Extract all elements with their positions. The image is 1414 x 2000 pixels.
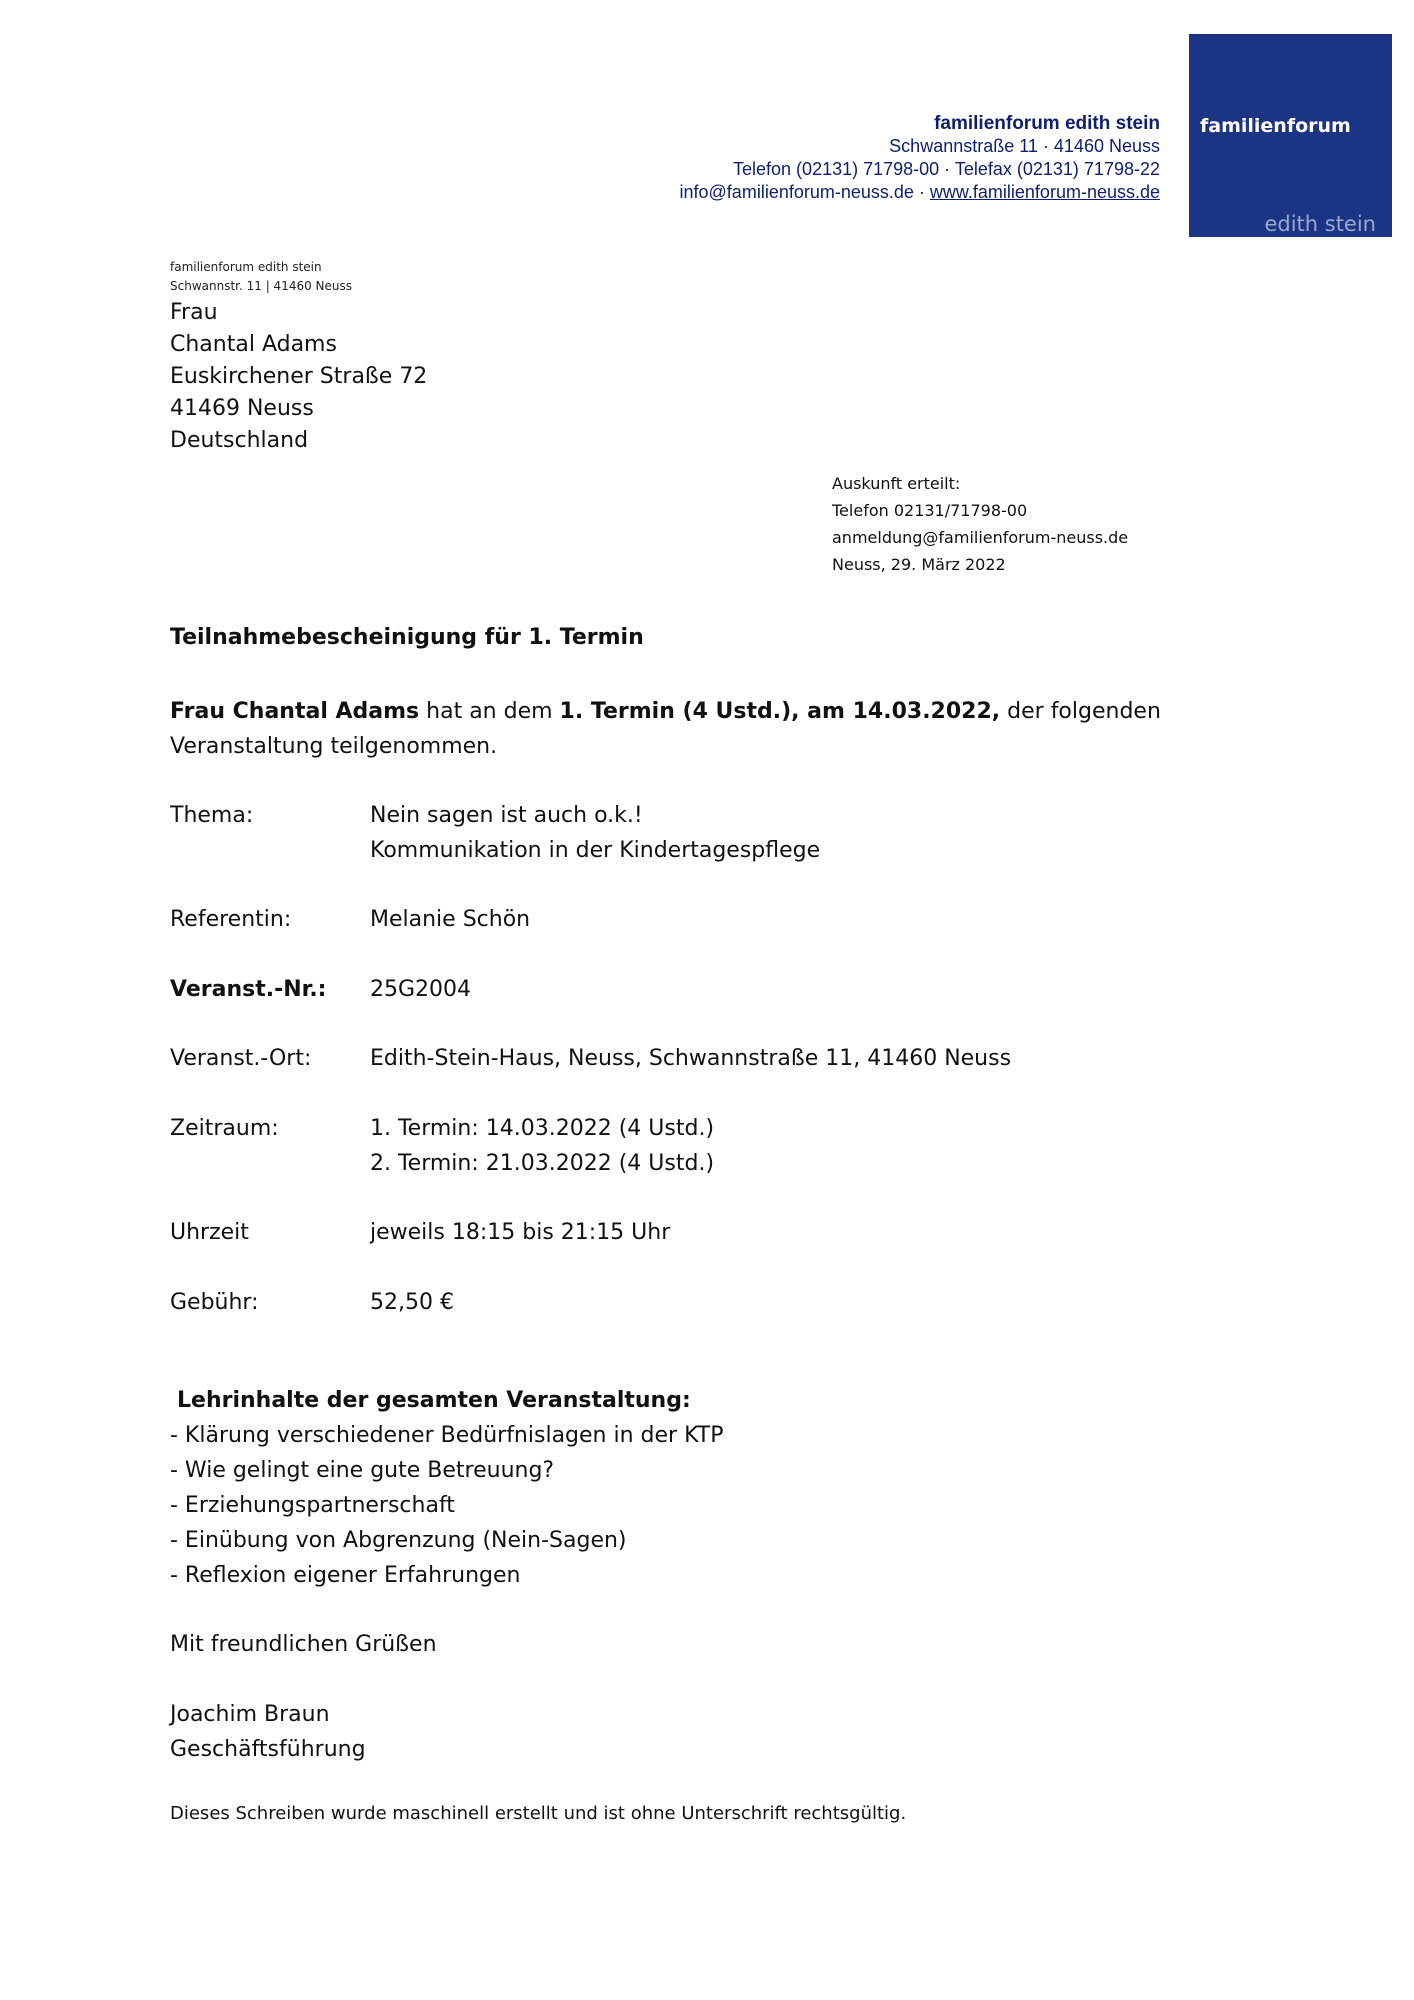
recipient-country: Deutschland — [170, 428, 309, 453]
recipient-address — [170, 297, 427, 457]
lehrinhalte-item: - Einübung von Abgrenzung (Nein-Sagen) — [170, 1528, 627, 1553]
lehrinhalte-item: - Klärung verschiedener Bedürfnislagen in der KTP — [170, 1423, 724, 1448]
letterhead-contact — [460, 112, 1160, 204]
info-phone: Telefon 02131/71798-00 — [832, 501, 1028, 520]
separator: · — [913, 182, 930, 202]
lehrinhalte-section — [170, 1383, 724, 1593]
sender-line — [170, 258, 352, 296]
veranst-nr-value: 25G2004 — [370, 977, 472, 1002]
org-website-link[interactable]: www.familienforum-neuss.de — [929, 182, 1160, 202]
lehrinhalte-heading: Lehrinhalte der gesamten Veranstaltung: — [177, 1388, 691, 1413]
logo — [1189, 34, 1392, 237]
intro-termin: 1. Termin (4 Ustd.), am 14.03.2022, — [559, 699, 1001, 724]
footer-note: Dieses Schreiben wurde maschinell erstellt und ist ohne Unterschrift rechtsgültig. — [170, 1803, 907, 1824]
thema-line-2: Kommunikation in der Kindertagespflege — [370, 838, 821, 863]
gebuehr-value: 52,50 € — [370, 1290, 454, 1315]
org-address: Schwannstraße 11 · 41460 Neuss — [889, 136, 1160, 156]
recipient-street: Euskirchener Straße 72 — [170, 364, 428, 389]
intro-paragraph — [170, 694, 1250, 764]
thema-line-1: Nein sagen ist auch o.k.! — [370, 803, 643, 828]
org-email: info@familienforum-neuss.de — [679, 182, 914, 202]
zeitraum-line-1: 1. Termin: 14.03.2022 (4 Ustd.) — [370, 1116, 715, 1141]
uhrzeit-value: jeweils 18:15 bis 21:15 Uhr — [370, 1220, 671, 1245]
veranst-nr-label: Veranst.-Nr.: — [170, 977, 327, 1002]
thema-label: Thema: — [170, 803, 254, 828]
participant-name: Frau Chantal Adams — [170, 699, 420, 724]
recipient-city: 41469 Neuss — [170, 396, 314, 421]
signatory-role: Geschäftsführung — [170, 1737, 366, 1762]
lehrinhalte-item: - Erziehungspartnerschaft — [170, 1493, 455, 1518]
sender-name: familienforum edith stein — [170, 260, 322, 274]
org-name: familienforum edith stein — [934, 113, 1160, 134]
info-email: anmeldung@familienforum-neuss.de — [832, 528, 1129, 547]
uhrzeit-label: Uhrzeit — [170, 1220, 249, 1245]
logo-text-top: familienforum — [1200, 115, 1351, 137]
lehrinhalte-item: - Wie gelingt eine gute Betreuung? — [170, 1458, 555, 1483]
org-phone: Telefon (02131) 71798-00 · Telefax (02131) 71798-22 — [733, 159, 1160, 179]
intro-text-1: hat an dem — [419, 699, 560, 724]
zeitraum-line-2: 2. Termin: 21.03.2022 (4 Ustd.) — [370, 1151, 715, 1176]
info-block — [832, 470, 1128, 578]
veranst-ort-value: Edith-Stein-Haus, Neuss, Schwannstraße 11, 41460 Neuss — [370, 1046, 1012, 1071]
gebuehr-label: Gebühr: — [170, 1290, 259, 1315]
veranst-ort-label: Veranst.-Ort: — [170, 1046, 312, 1071]
org-contact-line — [460, 181, 1160, 204]
intro-text-2: der folgenden Veranstaltung teilgenommen. — [170, 699, 1161, 759]
lehrinhalte-item: - Reflexion eigener Erfahrungen — [170, 1563, 521, 1588]
recipient-salutation: Frau — [170, 300, 218, 325]
document-title: Teilnahmebescheinigung für 1. Termin — [170, 625, 644, 650]
recipient-name: Chantal Adams — [170, 332, 337, 357]
referentin-value: Melanie Schön — [370, 907, 531, 932]
closing-greeting: Mit freundlichen Grüßen — [170, 1632, 437, 1657]
info-label: Auskunft erteilt: — [832, 474, 961, 493]
referentin-label: Referentin: — [170, 907, 292, 932]
signature-block — [170, 1697, 366, 1767]
signatory-name: Joachim Braun — [170, 1702, 330, 1727]
zeitraum-label: Zeitraum: — [170, 1116, 279, 1141]
logo-text-bottom: edith stein — [1264, 212, 1376, 236]
letter-date: Neuss, 29. März 2022 — [832, 555, 1006, 574]
sender-address: Schwannstr. 11 | 41460 Neuss — [170, 279, 353, 293]
zeitraum-value — [370, 1111, 714, 1181]
thema-value — [370, 798, 820, 868]
